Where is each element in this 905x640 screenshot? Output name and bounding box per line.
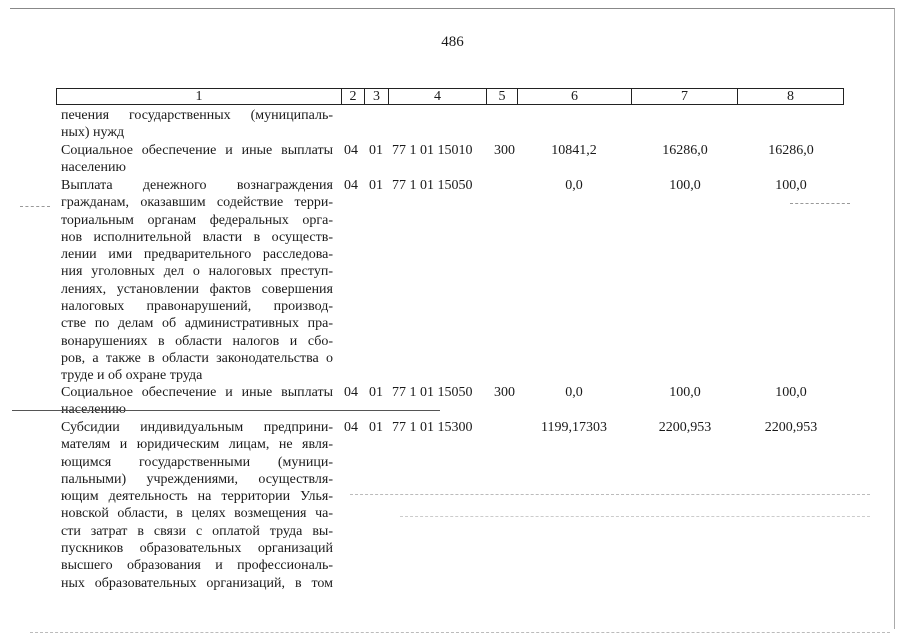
desc-line: ных образовательных организаций, в том — [61, 575, 333, 591]
cell-amount-1: 0,0 — [565, 178, 583, 193]
desc-line: населению — [61, 402, 126, 418]
cell-section: 04 — [344, 420, 358, 435]
desc-line: гражданам, оказавшим содействие терри- — [61, 195, 333, 211]
cell-amount-1: 1199,17303 — [541, 420, 607, 435]
cell-section: 04 — [344, 143, 358, 158]
header-col-1: 1 — [57, 89, 342, 104]
desc-line: ториальным органам федеральных орга- — [61, 212, 333, 228]
header-col-5: 5 — [487, 89, 518, 104]
desc-line: Социальное обеспечение и иные выплаты — [61, 143, 333, 158]
desc-line: ных) нужд — [61, 125, 125, 141]
header-col-2: 2 — [342, 89, 365, 104]
cell-amount-2: 100,0 — [669, 178, 701, 193]
scan-artifact — [350, 494, 870, 495]
header-col-4: 4 — [389, 89, 487, 104]
desc-line: лениях, установлении фактов совершения — [61, 281, 333, 297]
desc-line: Социальное обеспечение и иные выплаты — [61, 385, 333, 400]
cell-section: 04 — [344, 385, 358, 400]
desc-line: лении ими предварительного расследова- — [61, 247, 333, 263]
row-description — [61, 177, 333, 385]
scan-artifact — [20, 206, 50, 207]
desc-line: Субсидии индивидуальным предприни- — [61, 420, 333, 435]
cell-subsection: 01 — [369, 420, 383, 435]
desc-line: стве по делам об административных пра- — [61, 316, 333, 332]
cell-amount-3: 100,0 — [775, 178, 807, 193]
desc-line: пальными) учреждениями, осуществля- — [61, 471, 333, 487]
row-separator — [12, 410, 440, 411]
desc-line: ров, а также в области законодательства о — [61, 350, 333, 366]
cell-amount-3: 2200,953 — [764, 420, 818, 435]
desc-line: нов исполнительной власти в осуществ- — [61, 229, 333, 245]
cell-section: 04 — [344, 178, 358, 193]
desc-line: населению — [61, 160, 126, 176]
desc-line: сти затрат в связи с оплатой труда вы- — [61, 523, 333, 539]
desc-line: труде и об охране труда — [61, 368, 203, 384]
cell-amount-1: 0,0 — [565, 385, 583, 400]
cell-amount-1: 10841,2 — [551, 143, 597, 158]
row-description — [61, 107, 333, 142]
cell-target-article: 77 1 01 15300 — [392, 420, 473, 435]
cell-expense-type: 300 — [494, 385, 515, 400]
cell-target-article: 77 1 01 15050 — [392, 178, 473, 193]
cell-amount-2: 100,0 — [669, 385, 701, 400]
desc-line: высшего образования и профессиональ- — [61, 558, 333, 574]
desc-line: пускников образовательных организаций — [61, 541, 333, 557]
row-description — [61, 142, 333, 177]
cell-amount-3: 16286,0 — [768, 143, 814, 158]
scan-artifact — [30, 632, 890, 633]
row-description — [61, 384, 333, 419]
desc-line: ния уголовных дел о налоговых преступ- — [61, 264, 333, 280]
cell-amount-3: 100,0 — [775, 385, 807, 400]
desc-line: печения государственных (муниципаль- — [61, 108, 333, 123]
cell-subsection: 01 — [369, 143, 383, 158]
cell-target-article: 77 1 01 15010 — [392, 143, 473, 158]
cell-subsection: 01 — [369, 178, 383, 193]
desc-line: новской области, в целях возмещения ча- — [61, 506, 333, 522]
cell-expense-type: 300 — [494, 143, 515, 158]
desc-line: ющим деятельность на территории Улья- — [61, 489, 333, 505]
scan-artifact — [400, 516, 870, 517]
desc-line: мателям и юридическим лицам, не явля- — [61, 437, 333, 453]
cell-subsection: 01 — [369, 385, 383, 400]
header-col-8: 8 — [787, 89, 794, 104]
scan-artifact — [790, 203, 850, 204]
cell-amount-2: 2200,953 — [658, 420, 712, 435]
header-col-7: 7 — [632, 89, 738, 104]
header-col-6: 6 — [518, 89, 632, 104]
desc-line: налоговых правонарушений, производ- — [61, 299, 333, 315]
desc-line: вонарушениях в области налогов и сбо- — [61, 333, 333, 349]
cell-amount-2: 16286,0 — [662, 143, 708, 158]
desc-line: Выплата денежного вознаграждения — [61, 178, 333, 193]
cell-target-article: 77 1 01 15050 — [392, 385, 473, 400]
header-col-3: 3 — [365, 89, 389, 104]
page-number: 486 — [441, 34, 464, 50]
desc-line: ющимся государственными (муници- — [61, 454, 333, 470]
row-description — [61, 419, 333, 592]
table-header — [56, 88, 844, 105]
